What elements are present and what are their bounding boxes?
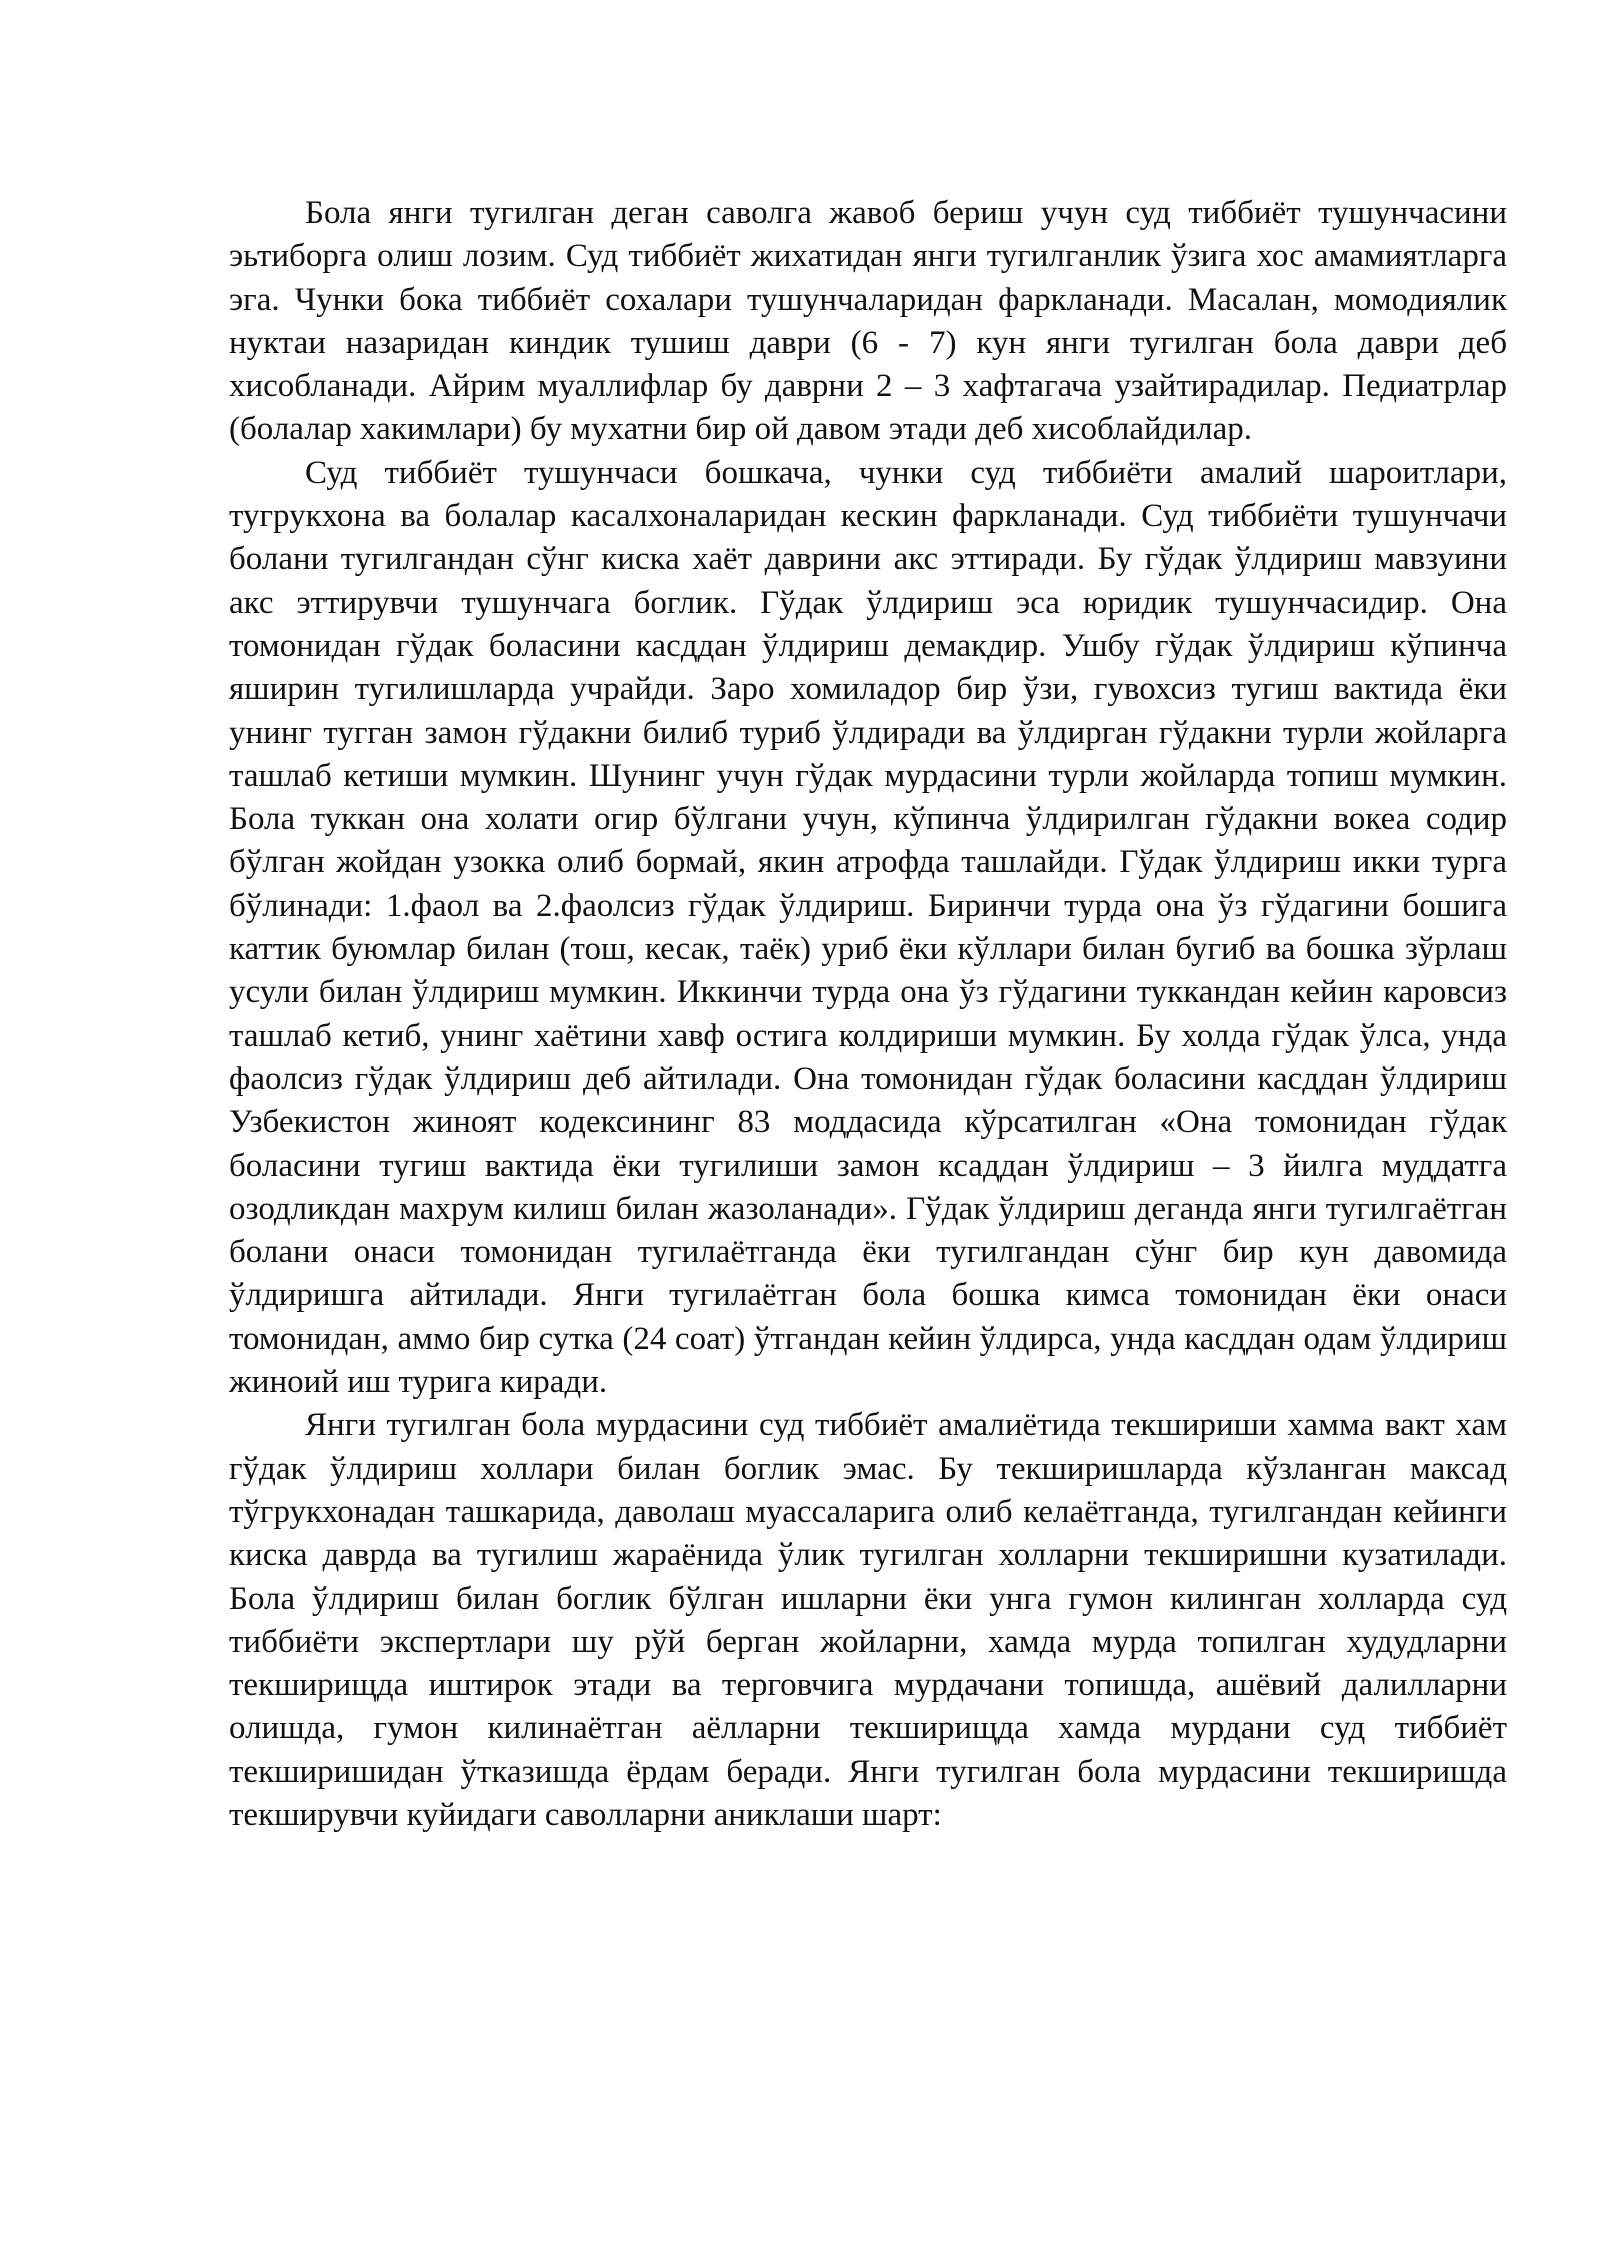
paragraph-examination-goals: Янги тугилган бола мурдасини суд тиббиёт амалиётида текшириши хамма вакт хам гўдак ўлдириш холлари билан боглик эмас. Бу текширишларда кўзланган максад тўгрукхонадан ташкарида, даволаш муассаларига олиб келаётганда, тугилгандан кейинги киска даврда ва тугилиш жараёнида ўлик тугилган холларни текширишни кузатилади. Бола ўлдириш билан боглик бўлган ишларни ёки унга гумон килинган холларда суд тиббиёти экспертлари шу рўй берган жойларни, хамда мурда топилган худудларни текширищда иштирок этади ва терговчига мурдачани топишда, ашёвий далилларни олишда, гумон килинаётган аёлларни текширищда хамда мурдани суд тиббиёт текширишидан ўтказишда ёрдам беради. Янги тугилган бола мурдасини текширишда текширувчи куйидаги саволларни аниклаши шарт: bbox=[229, 1407, 1507, 1833]
paragraph-newborn-definition: Бола янги тугилган деган саволга жавоб бериш учун суд тиббиёт тушунчасини эьтиборга олиш лозим. Суд тиббиёт жихатидан янги тугилганлик ўзига хос амамиятларга эга. Чунки бока тиббиёт сохалари тушунчаларидан фаркланади. Масалан, момодиялик нуктаи назаридан киндик тушиш даври (6 - 7) кун янги тугилган бола даври деб хисобланади. Айрим муаллифлар бу даврни 2 – 3 хафтагача узайтирадилар. Педиатрлар (болалар хакимлари) бу мухатни бир ой давом этади деб хисоблайдилар. bbox=[229, 195, 1507, 448]
paragraph-forensic-concept: Суд тиббиёт тушунчаси бошкача, чунки суд тиббиёти амалий шароитлари, тугрукхона ва болалар касалхоналаридан кескин фаркланади. Суд тиббиёти тушунчачи болани тугилгандан сўнг киска хаёт даврини акс эттиради. Бу гўдак ўлдириш мавзуини акс эттирувчи тушунчага боглик. Гўдак ўлдириш эса юридик тушунчасидир. Она томонидан гўдак боласини касддан ўлдириш демакдир. Ушбу гўдак ўлдириш кўпинча яширин тугилишларда учрайди. Заро хомиладор бир ўзи, гувохсиз тугиш вактида ёки унинг туггaн замон гўдакни билиб туриб ўлдиради ва ўлдирган гўдакни турли жойларга ташлаб кетиши мумкин. Шунинг учун гўдак мурдасини турли жойларда топиш мумкин. Бола туккан она холати огир бўлгани учун, кўпинча ўлдирилган гўдакни вокеа содир бўлган жойдан узокка олиб бормай, якин атрофда ташлайди. Гўдак ўлдириш икки турга бўлинади: 1.фаол ва 2.фаолсиз гўдак ўлдириш. Биринчи турда она ўз гўдагини бошига каттик буюмлар билан (тош, кесак, таёк) уриб ёки кўллари билан бугиб ва бошка зўрлаш усули билан ўлдириш мумкин. Иккинчи турда она ўз гўдагини туккандан кейин каровсиз ташлаб кетиб, унинг хаётини хавф остига колдириши мумкин. Бу холда гўдак ўлса, унда фаолсиз гўдак ўлдириш деб айтилади. Она томонидан гўдак боласини касддан ўлдириш Узбекистон жиноят кодексининг 83 моддасида кўрсатилган «Она томонидан гўдак боласини тугиш вактида ёки тугилиши замон ксаддан ўлдириш – 3 йилга муддатга озодликдан махрум килиш билан жазоланади». Гўдак ўлдириш деганда янги тугилгаётган болани онаси томонидан тугилаётганда ёки тугилгандан сўнг бир кун давомида ўлдиришга айтилади. Янги тугилаётган бола бошка кимса томонидан ёки онаси томонидан, аммо бир сутка (24 соат) ўтгандан кейин ўлдирса, унда касддан одам ўлдириш жиноий иш турига киради. bbox=[229, 454, 1507, 1401]
document-body bbox=[229, 192, 1507, 1837]
